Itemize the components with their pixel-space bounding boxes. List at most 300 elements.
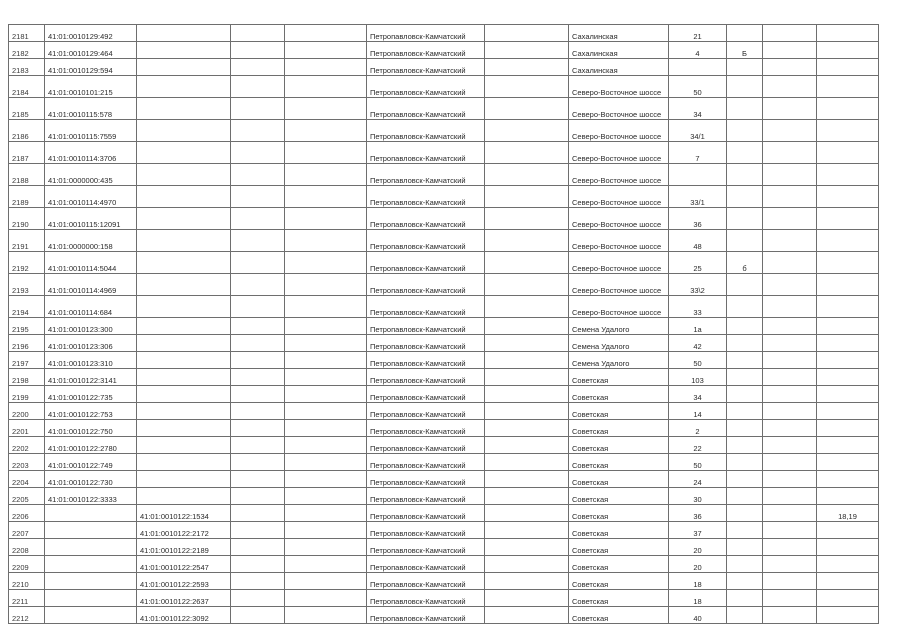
empty-cell bbox=[285, 25, 367, 42]
building-cell bbox=[727, 25, 763, 42]
house-number-cell: 20 bbox=[669, 539, 727, 556]
cadastral-number-secondary-cell bbox=[137, 352, 231, 369]
city-cell: Петропавловск-Камчатский bbox=[367, 590, 485, 607]
row-number-cell: 2185 bbox=[9, 98, 45, 120]
empty-cell bbox=[763, 120, 817, 142]
apartment-cell bbox=[817, 186, 879, 208]
empty-cell bbox=[763, 98, 817, 120]
house-number-cell: 34/1 bbox=[669, 120, 727, 142]
cadastral-number-cell: 41:01:0010122:735 bbox=[45, 386, 137, 403]
table-row bbox=[9, 454, 879, 471]
house-number-cell: 7 bbox=[669, 142, 727, 164]
city-cell: Петропавловск-Камчатский bbox=[367, 25, 485, 42]
house-number-cell: 37 bbox=[669, 522, 727, 539]
building-cell bbox=[727, 208, 763, 230]
table-row bbox=[9, 208, 879, 230]
cadastral-number-cell: 41:01:0010129:492 bbox=[45, 25, 137, 42]
row-number-cell: 2207 bbox=[9, 522, 45, 539]
cadastral-number-secondary-cell bbox=[137, 164, 231, 186]
street-cell: Северо-Восточное шоссе bbox=[569, 252, 669, 274]
empty-cell bbox=[485, 164, 569, 186]
empty-cell bbox=[285, 318, 367, 335]
cadastral-number-secondary-cell bbox=[137, 471, 231, 488]
table-row bbox=[9, 505, 879, 522]
street-cell: Семена Удалого bbox=[569, 335, 669, 352]
cadastral-number-cell: 41:01:0010129:464 bbox=[45, 42, 137, 59]
empty-cell bbox=[285, 186, 367, 208]
cadastral-number-secondary-cell: 41:01:0010122:1534 bbox=[137, 505, 231, 522]
cadastral-number-cell: 41:01:0010122:3333 bbox=[45, 488, 137, 505]
cadastral-number-cell: 41:01:0000000:435 bbox=[45, 164, 137, 186]
table-row bbox=[9, 59, 879, 76]
apartment-cell bbox=[817, 142, 879, 164]
empty-cell bbox=[231, 186, 285, 208]
empty-cell bbox=[231, 369, 285, 386]
row-number-cell: 2184 bbox=[9, 76, 45, 98]
cadastral-number-secondary-cell bbox=[137, 454, 231, 471]
empty-cell bbox=[231, 76, 285, 98]
empty-cell bbox=[285, 296, 367, 318]
row-number-cell: 2201 bbox=[9, 420, 45, 437]
building-cell bbox=[727, 590, 763, 607]
empty-cell bbox=[763, 403, 817, 420]
empty-cell bbox=[485, 25, 569, 42]
row-number-cell: 2198 bbox=[9, 369, 45, 386]
registry-body bbox=[9, 25, 879, 624]
empty-cell bbox=[763, 274, 817, 296]
empty-cell bbox=[763, 142, 817, 164]
city-cell: Петропавловск-Камчатский bbox=[367, 335, 485, 352]
cadastral-number-cell: 41:01:0010122:750 bbox=[45, 420, 137, 437]
cadastral-number-secondary-cell bbox=[137, 369, 231, 386]
table-row bbox=[9, 352, 879, 369]
table-row bbox=[9, 590, 879, 607]
building-cell bbox=[727, 454, 763, 471]
empty-cell bbox=[231, 142, 285, 164]
street-cell: Семена Удалого bbox=[569, 318, 669, 335]
empty-cell bbox=[763, 556, 817, 573]
empty-cell bbox=[231, 488, 285, 505]
table-row bbox=[9, 274, 879, 296]
cadastral-number-cell bbox=[45, 556, 137, 573]
building-cell bbox=[727, 522, 763, 539]
street-cell: Северо-Восточное шоссе bbox=[569, 98, 669, 120]
empty-cell bbox=[485, 386, 569, 403]
table-row bbox=[9, 522, 879, 539]
apartment-cell bbox=[817, 296, 879, 318]
cadastral-number-cell: 41:01:0010114:3706 bbox=[45, 142, 137, 164]
city-cell: Петропавловск-Камчатский bbox=[367, 98, 485, 120]
city-cell: Петропавловск-Камчатский bbox=[367, 488, 485, 505]
cadastral-number-cell bbox=[45, 539, 137, 556]
empty-cell bbox=[763, 335, 817, 352]
table-row bbox=[9, 539, 879, 556]
street-cell: Советская bbox=[569, 488, 669, 505]
empty-cell bbox=[485, 352, 569, 369]
empty-cell bbox=[231, 318, 285, 335]
empty-cell bbox=[485, 208, 569, 230]
row-number-cell: 2197 bbox=[9, 352, 45, 369]
row-number-cell: 2209 bbox=[9, 556, 45, 573]
house-number-cell bbox=[669, 164, 727, 186]
cadastral-number-secondary-cell bbox=[137, 335, 231, 352]
table-row bbox=[9, 437, 879, 454]
building-cell bbox=[727, 607, 763, 624]
building-cell bbox=[727, 539, 763, 556]
empty-cell bbox=[231, 590, 285, 607]
table-row bbox=[9, 142, 879, 164]
building-cell bbox=[727, 296, 763, 318]
city-cell: Петропавловск-Камчатский bbox=[367, 352, 485, 369]
empty-cell bbox=[763, 318, 817, 335]
building-cell bbox=[727, 120, 763, 142]
cadastral-number-secondary-cell: 41:01:0010122:2189 bbox=[137, 539, 231, 556]
empty-cell bbox=[231, 42, 285, 59]
empty-cell bbox=[285, 230, 367, 252]
row-number-cell: 2193 bbox=[9, 274, 45, 296]
street-cell: Советская bbox=[569, 573, 669, 590]
cadastral-number-cell bbox=[45, 590, 137, 607]
house-number-cell: 20 bbox=[669, 556, 727, 573]
empty-cell bbox=[285, 120, 367, 142]
cadastral-number-cell: 41:01:0000000:158 bbox=[45, 230, 137, 252]
empty-cell bbox=[485, 335, 569, 352]
cadastral-number-cell bbox=[45, 505, 137, 522]
building-cell bbox=[727, 437, 763, 454]
apartment-cell bbox=[817, 522, 879, 539]
cadastral-number-secondary-cell: 41:01:0010122:2172 bbox=[137, 522, 231, 539]
apartment-cell bbox=[817, 230, 879, 252]
empty-cell bbox=[285, 437, 367, 454]
empty-cell bbox=[485, 274, 569, 296]
cadastral-number-cell: 41:01:0010114:4969 bbox=[45, 274, 137, 296]
empty-cell bbox=[485, 296, 569, 318]
empty-cell bbox=[485, 539, 569, 556]
empty-cell bbox=[231, 556, 285, 573]
city-cell: Петропавловск-Камчатский bbox=[367, 556, 485, 573]
row-number-cell: 2206 bbox=[9, 505, 45, 522]
empty-cell bbox=[763, 471, 817, 488]
city-cell: Петропавловск-Камчатский bbox=[367, 42, 485, 59]
table-row bbox=[9, 120, 879, 142]
registry-table bbox=[8, 24, 879, 624]
building-cell bbox=[727, 403, 763, 420]
empty-cell bbox=[485, 522, 569, 539]
empty-cell bbox=[485, 454, 569, 471]
empty-cell bbox=[763, 454, 817, 471]
table-row bbox=[9, 25, 879, 42]
empty-cell bbox=[285, 142, 367, 164]
row-number-cell: 2205 bbox=[9, 488, 45, 505]
cadastral-number-cell: 41:01:0010123:306 bbox=[45, 335, 137, 352]
house-number-cell: 36 bbox=[669, 505, 727, 522]
cadastral-number-cell: 41:01:0010122:3141 bbox=[45, 369, 137, 386]
empty-cell bbox=[485, 76, 569, 98]
empty-cell bbox=[231, 252, 285, 274]
cadastral-number-secondary-cell bbox=[137, 274, 231, 296]
row-number-cell: 2199 bbox=[9, 386, 45, 403]
apartment-cell bbox=[817, 454, 879, 471]
street-cell: Советская bbox=[569, 420, 669, 437]
empty-cell bbox=[231, 230, 285, 252]
building-cell: Б bbox=[727, 42, 763, 59]
empty-cell bbox=[285, 471, 367, 488]
cadastral-number-secondary-cell bbox=[137, 318, 231, 335]
row-number-cell: 2192 bbox=[9, 252, 45, 274]
row-number-cell: 2189 bbox=[9, 186, 45, 208]
empty-cell bbox=[763, 505, 817, 522]
cadastral-number-cell: 41:01:0010122:749 bbox=[45, 454, 137, 471]
cadastral-number-secondary-cell bbox=[137, 437, 231, 454]
street-cell: Северо-Восточное шоссе bbox=[569, 274, 669, 296]
building-cell bbox=[727, 142, 763, 164]
row-number-cell: 2195 bbox=[9, 318, 45, 335]
street-cell: Северо-Восточное шоссе bbox=[569, 76, 669, 98]
house-number-cell: 40 bbox=[669, 607, 727, 624]
cadastral-number-cell: 41:01:0010123:310 bbox=[45, 352, 137, 369]
table-row bbox=[9, 252, 879, 274]
empty-cell bbox=[485, 505, 569, 522]
row-number-cell: 2208 bbox=[9, 539, 45, 556]
empty-cell bbox=[485, 120, 569, 142]
table-row bbox=[9, 186, 879, 208]
empty-cell bbox=[231, 335, 285, 352]
empty-cell bbox=[285, 505, 367, 522]
empty-cell bbox=[763, 42, 817, 59]
street-cell: Советская bbox=[569, 437, 669, 454]
empty-cell bbox=[485, 98, 569, 120]
empty-cell bbox=[285, 164, 367, 186]
city-cell: Петропавловск-Камчатский bbox=[367, 76, 485, 98]
city-cell: Петропавловск-Камчатский bbox=[367, 318, 485, 335]
building-cell bbox=[727, 164, 763, 186]
row-number-cell: 2191 bbox=[9, 230, 45, 252]
row-number-cell: 2194 bbox=[9, 296, 45, 318]
table-row bbox=[9, 369, 879, 386]
row-number-cell: 2186 bbox=[9, 120, 45, 142]
empty-cell bbox=[485, 590, 569, 607]
cadastral-number-secondary-cell bbox=[137, 42, 231, 59]
empty-cell bbox=[231, 505, 285, 522]
empty-cell bbox=[763, 369, 817, 386]
street-cell: Советская bbox=[569, 471, 669, 488]
empty-cell bbox=[763, 386, 817, 403]
cadastral-number-cell bbox=[45, 573, 137, 590]
city-cell: Петропавловск-Камчатский bbox=[367, 522, 485, 539]
cadastral-number-secondary-cell bbox=[137, 186, 231, 208]
row-number-cell: 2196 bbox=[9, 335, 45, 352]
empty-cell bbox=[763, 59, 817, 76]
table-row bbox=[9, 488, 879, 505]
house-number-cell: 103 bbox=[669, 369, 727, 386]
cadastral-number-cell: 41:01:0010114:4970 bbox=[45, 186, 137, 208]
cadastral-number-cell: 41:01:0010101:215 bbox=[45, 76, 137, 98]
empty-cell bbox=[485, 252, 569, 274]
house-number-cell: 25 bbox=[669, 252, 727, 274]
apartment-cell bbox=[817, 437, 879, 454]
city-cell: Петропавловск-Камчатский bbox=[367, 274, 485, 296]
city-cell: Петропавловск-Камчатский bbox=[367, 369, 485, 386]
house-number-cell: 21 bbox=[669, 25, 727, 42]
house-number-cell: 48 bbox=[669, 230, 727, 252]
empty-cell bbox=[763, 437, 817, 454]
street-cell: Советская bbox=[569, 505, 669, 522]
street-cell: Советская bbox=[569, 590, 669, 607]
empty-cell bbox=[485, 186, 569, 208]
city-cell: Петропавловск-Камчатский bbox=[367, 505, 485, 522]
building-cell bbox=[727, 186, 763, 208]
empty-cell bbox=[285, 539, 367, 556]
street-cell: Сахалинская bbox=[569, 42, 669, 59]
city-cell: Петропавловск-Камчатский bbox=[367, 437, 485, 454]
apartment-cell bbox=[817, 607, 879, 624]
empty-cell bbox=[285, 573, 367, 590]
street-cell: Северо-Восточное шоссе bbox=[569, 120, 669, 142]
apartment-cell bbox=[817, 420, 879, 437]
apartment-cell bbox=[817, 59, 879, 76]
row-number-cell: 2204 bbox=[9, 471, 45, 488]
empty-cell bbox=[285, 454, 367, 471]
building-cell bbox=[727, 76, 763, 98]
cadastral-number-cell: 41:01:0010115:12091 bbox=[45, 208, 137, 230]
empty-cell bbox=[763, 573, 817, 590]
row-number-cell: 2203 bbox=[9, 454, 45, 471]
house-number-cell: 50 bbox=[669, 454, 727, 471]
empty-cell bbox=[485, 230, 569, 252]
empty-cell bbox=[231, 454, 285, 471]
city-cell: Петропавловск-Камчатский bbox=[367, 573, 485, 590]
house-number-cell: 50 bbox=[669, 76, 727, 98]
street-cell: Советская bbox=[569, 539, 669, 556]
city-cell: Петропавловск-Камчатский bbox=[367, 454, 485, 471]
empty-cell bbox=[485, 556, 569, 573]
house-number-cell: 34 bbox=[669, 98, 727, 120]
empty-cell bbox=[763, 164, 817, 186]
cadastral-number-secondary-cell: 41:01:0010122:2637 bbox=[137, 590, 231, 607]
street-cell: Семена Удалого bbox=[569, 352, 669, 369]
cadastral-number-secondary-cell: 41:01:0010122:2547 bbox=[137, 556, 231, 573]
city-cell: Петропавловск-Камчатский bbox=[367, 296, 485, 318]
city-cell: Петропавловск-Камчатский bbox=[367, 164, 485, 186]
house-number-cell: 36 bbox=[669, 208, 727, 230]
building-cell bbox=[727, 274, 763, 296]
empty-cell bbox=[285, 607, 367, 624]
empty-cell bbox=[231, 420, 285, 437]
empty-cell bbox=[285, 522, 367, 539]
building-cell bbox=[727, 556, 763, 573]
house-number-cell: 18 bbox=[669, 590, 727, 607]
cadastral-number-secondary-cell bbox=[137, 76, 231, 98]
cadastral-number-secondary-cell bbox=[137, 142, 231, 164]
empty-cell bbox=[763, 590, 817, 607]
empty-cell bbox=[485, 573, 569, 590]
apartment-cell bbox=[817, 208, 879, 230]
street-cell: Советская bbox=[569, 454, 669, 471]
house-number-cell: 33\2 bbox=[669, 274, 727, 296]
empty-cell bbox=[485, 437, 569, 454]
empty-cell bbox=[231, 607, 285, 624]
cadastral-number-cell: 41:01:0010122:730 bbox=[45, 471, 137, 488]
empty-cell bbox=[763, 296, 817, 318]
empty-cell bbox=[285, 252, 367, 274]
row-number-cell: 2183 bbox=[9, 59, 45, 76]
street-cell: Северо-Восточное шоссе bbox=[569, 208, 669, 230]
empty-cell bbox=[763, 186, 817, 208]
cadastral-number-cell: 41:01:0010122:2780 bbox=[45, 437, 137, 454]
city-cell: Петропавловск-Камчатский bbox=[367, 142, 485, 164]
cadastral-number-cell: 41:01:0010114:684 bbox=[45, 296, 137, 318]
empty-cell bbox=[763, 25, 817, 42]
cadastral-number-secondary-cell bbox=[137, 230, 231, 252]
table-row bbox=[9, 335, 879, 352]
house-number-cell: 34 bbox=[669, 386, 727, 403]
cadastral-number-cell: 41:01:0010115:7559 bbox=[45, 120, 137, 142]
city-cell: Петропавловск-Камчатский bbox=[367, 386, 485, 403]
cadastral-number-secondary-cell bbox=[137, 403, 231, 420]
apartment-cell bbox=[817, 120, 879, 142]
apartment-cell bbox=[817, 539, 879, 556]
empty-cell bbox=[285, 488, 367, 505]
house-number-cell: 50 bbox=[669, 352, 727, 369]
cadastral-number-cell: 41:01:0010123:300 bbox=[45, 318, 137, 335]
street-cell: Советская bbox=[569, 556, 669, 573]
apartment-cell bbox=[817, 76, 879, 98]
street-cell: Сахалинская bbox=[569, 59, 669, 76]
empty-cell bbox=[485, 403, 569, 420]
row-number-cell: 2181 bbox=[9, 25, 45, 42]
table-row bbox=[9, 471, 879, 488]
empty-cell bbox=[285, 352, 367, 369]
street-cell: Северо-Восточное шоссе bbox=[569, 186, 669, 208]
cadastral-number-secondary-cell bbox=[137, 59, 231, 76]
apartment-cell: 18,19 bbox=[817, 505, 879, 522]
apartment-cell bbox=[817, 352, 879, 369]
building-cell bbox=[727, 420, 763, 437]
cadastral-number-cell: 41:01:0010115:578 bbox=[45, 98, 137, 120]
row-number-cell: 2210 bbox=[9, 573, 45, 590]
cadastral-number-secondary-cell bbox=[137, 488, 231, 505]
building-cell bbox=[727, 335, 763, 352]
apartment-cell bbox=[817, 164, 879, 186]
house-number-cell: 30 bbox=[669, 488, 727, 505]
empty-cell bbox=[763, 76, 817, 98]
street-cell: Северо-Восточное шоссе bbox=[569, 296, 669, 318]
table-row bbox=[9, 98, 879, 120]
apartment-cell bbox=[817, 252, 879, 274]
row-number-cell: 2182 bbox=[9, 42, 45, 59]
empty-cell bbox=[485, 488, 569, 505]
empty-cell bbox=[763, 539, 817, 556]
empty-cell bbox=[231, 352, 285, 369]
cadastral-number-secondary-cell: 41:01:0010122:3092 bbox=[137, 607, 231, 624]
cadastral-number-secondary-cell bbox=[137, 420, 231, 437]
street-cell: Северо-Восточное шоссе bbox=[569, 164, 669, 186]
cadastral-number-secondary-cell: 41:01:0010122:2593 bbox=[137, 573, 231, 590]
street-cell: Советская bbox=[569, 369, 669, 386]
cadastral-number-cell: 41:01:0010129:594 bbox=[45, 59, 137, 76]
table-row bbox=[9, 230, 879, 252]
cadastral-number-cell bbox=[45, 607, 137, 624]
cadastral-number-secondary-cell bbox=[137, 296, 231, 318]
cadastral-number-secondary-cell bbox=[137, 252, 231, 274]
house-number-cell: 2 bbox=[669, 420, 727, 437]
row-number-cell: 2187 bbox=[9, 142, 45, 164]
empty-cell bbox=[231, 522, 285, 539]
empty-cell bbox=[285, 556, 367, 573]
street-cell: Сахалинская bbox=[569, 25, 669, 42]
building-cell bbox=[727, 573, 763, 590]
empty-cell bbox=[763, 420, 817, 437]
